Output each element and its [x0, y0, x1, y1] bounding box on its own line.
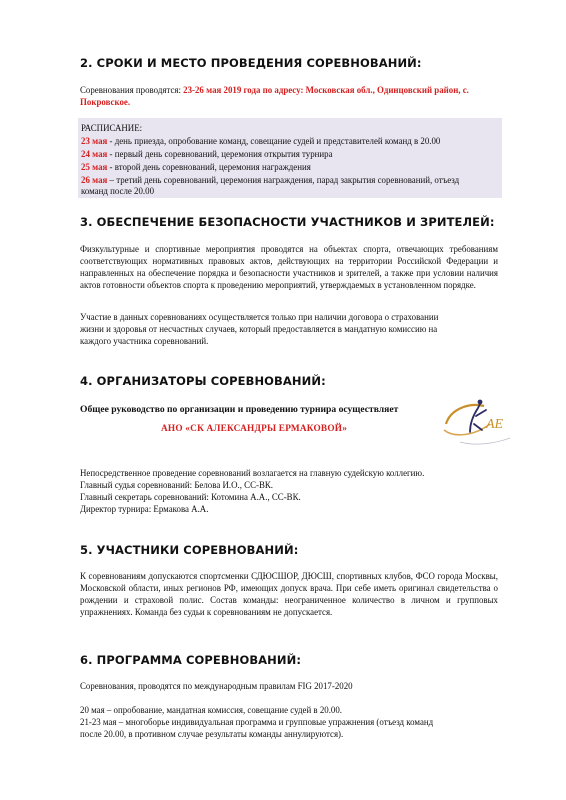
- schedule-box: [78, 118, 502, 198]
- organizer-logo: [440, 394, 520, 450]
- section-6-heading: 6. ПРОГРАММА СОРЕВНОВАНИЙ:: [80, 653, 302, 667]
- schedule-row-continued: команд после 20.00: [81, 186, 155, 196]
- schedule-date: 26 мая: [81, 175, 108, 185]
- schedule-title: РАСПИСАНИЕ:: [81, 123, 143, 133]
- section-3-paragraph-2: [80, 311, 498, 347]
- detail-line: Непосредственное проведение соревнований возлагается на главную судейскую коллегию.: [80, 468, 425, 478]
- schedule-row: [81, 135, 440, 147]
- schedule-date: 25 мая: [81, 162, 108, 172]
- section-5-heading: 5. УЧАСТНИКИ СОРЕВНОВАНИЙ:: [80, 543, 299, 557]
- schedule-text: - первый день соревнований, церемония открытия турнира: [107, 149, 333, 159]
- organizer-name: АНО «СК АЛЕКСАНДРЫ ЕРМАКОВОЙ»: [161, 424, 348, 434]
- section-3-paragraph-1: Физкультурные и спортивные мероприятия проводятся на объектах спорта, отвечающих требованиям соответствующих нормативных правовых актов, действующих на территории Российской Федерации и направленных на обеспечение порядка и безопасности участников и зрителей, а также при условии наличия актов готовности объектов спорта к проведению мероприятий, утверждаемых в установленном порядке.: [80, 244, 498, 290]
- section-4-details: [80, 467, 498, 515]
- intro-prefix: Соревнования проводятся:: [80, 85, 184, 95]
- program-line: после 20.00, в противном случае результаты команды аннулируются).: [80, 729, 344, 739]
- general-management-line: Общее руководство по организации и проведению турнира осуществляет: [80, 404, 399, 415]
- detail-line: Директор турнира: Ермакова А.А.: [80, 504, 209, 514]
- section-2-heading: 2. СРОКИ И МЕСТО ПРОВЕДЕНИЯ СОРЕВНОВАНИЙ:: [80, 56, 422, 70]
- program-line: 20 мая – опробование, мандатная комиссия, совещание судей в 20.00.: [80, 705, 343, 715]
- para2-line: каждого участника соревнований.: [80, 336, 209, 346]
- schedule-row: [81, 148, 333, 160]
- section-4-heading: 4. ОРГАНИЗАТОРЫ СОРЕВНОВАНИЙ:: [80, 374, 326, 388]
- schedule-date: 23 мая: [81, 136, 108, 146]
- section-2-intro: [80, 84, 498, 108]
- logo-underline: [460, 438, 510, 444]
- schedule-text: - второй день соревнований, церемония награждения: [107, 162, 311, 172]
- section-6-intro: Соревнования, проводятся по международным правилам FIG 2017-2020: [80, 681, 353, 691]
- schedule-row: [81, 161, 311, 173]
- detail-line: Главный секретарь соревнований: Котомина А.А., СС-ВК.: [80, 492, 301, 502]
- intro-highlight-2: Покровское.: [80, 97, 131, 107]
- para2-line: жизни и здоровья от несчастных случаев, который предоставляется в мандатную комиссию на: [80, 324, 438, 334]
- schedule-text: - день приезда, опробование команд, совещание судей и представителей команд в 20.00: [107, 136, 441, 146]
- logo-monogram: AE: [486, 417, 504, 432]
- logo-swoosh-bottom: [444, 424, 490, 435]
- section-3-heading: 3. ОБЕСПЕЧЕНИЕ БЕЗОПАСНОСТИ УЧАСТНИКОВ И ЗРИТЕЛЕЙ:: [80, 215, 495, 229]
- section-5-paragraph: К соревнованиям допускаются спортсменки СДЮСШОР, ДЮСШ, спортивных клубов, ФСО города Москвы, Московской области, иных регионов РФ, имеющих допуск врача. При себе иметь оригинал свидетельства о рождении и страховой полис. Состав команды: неограниченное количество в личном и групповых упражнениях. Команда без судьи к соревнованиям не допускается.: [80, 571, 498, 617]
- schedule-text: – третий день соревнований, церемония награждения, парад закрытия соревнований, отъезд: [107, 175, 460, 185]
- logo-head: [478, 400, 483, 405]
- schedule-date: 24 мая: [81, 149, 108, 159]
- detail-line: Главный судья соревнований: Белова И.О., СС-ВК.: [80, 480, 274, 490]
- para2-line: Участие в данных соревнованиях осуществляется только при наличии договора о страховании: [80, 312, 439, 322]
- intro-highlight-1: 23-26 мая 2019 года по адресу: Московская обл., Одинцовский район, с.: [183, 85, 469, 95]
- program-line: 21-23 мая – многоборье индивидуальная программа и групповые упражнения (отъезд команд: [80, 717, 434, 727]
- section-6-program: [80, 704, 498, 740]
